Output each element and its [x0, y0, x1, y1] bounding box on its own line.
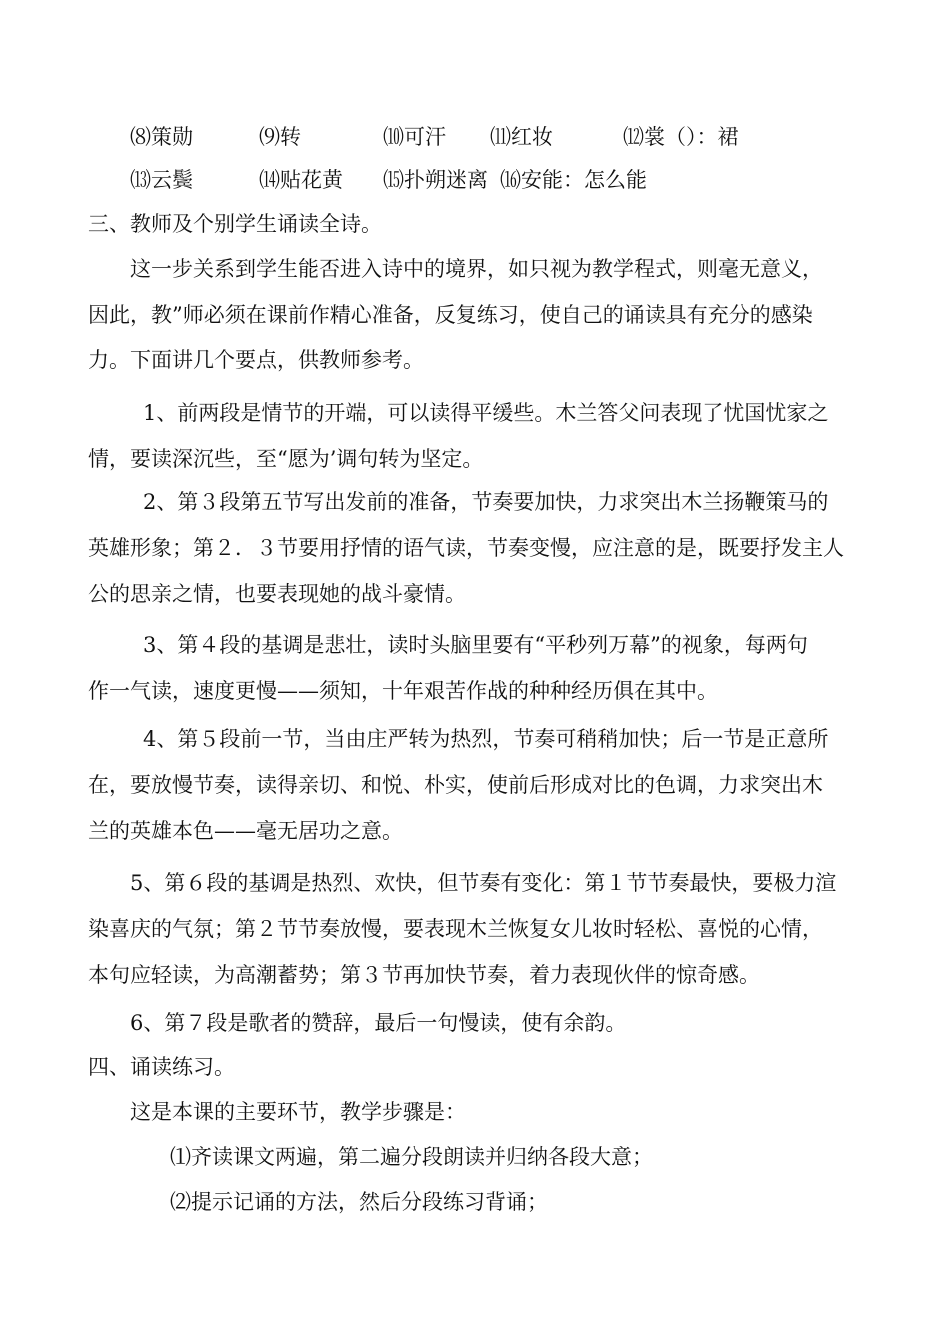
vocab-item: ⒃安能：怎么能 [500, 168, 647, 192]
step-item: ⑴齐读课文两遍，第二遍分段朗读并归纳各段大意； [170, 1145, 653, 1169]
paragraph-line: 情，要读深沉些，至“愿为’调句转为坚定。 [88, 447, 484, 471]
vocab-item: ⑼转 [259, 125, 301, 149]
paragraph-line: 英雄形象；第２．３节要用抒情的语气读，节奏变慢，应注意的是，既要抒发主人 [88, 536, 844, 560]
paragraph-line: 4、第５段前一节，当由庄严转为热烈，节奏可稍稍加快；后一节是正意所 [143, 727, 829, 751]
paragraph-line: 6、第７段是歌者的赞辞，最后一句慢读，使有余韵。 [130, 1011, 627, 1035]
paragraph-line: 这是本课的主要环节，教学步骤是： [130, 1100, 466, 1124]
paragraph-line: 本句应轻读，为高潮蓄势；第３节再加快节奏，着力表现伙伴的惊奇感。 [88, 963, 760, 987]
paragraph-line: 作一气读，速度更慢——须知，十年艰苦作战的种种经历俱在其中。 [88, 679, 718, 703]
vocab-item: ⑻策勋 [130, 125, 193, 149]
paragraph-line: 因此，教”师必须在课前作精心准备，反复练习，使自己的诵读具有充分的感染 [88, 303, 813, 327]
step-item: ⑵提示记诵的方法，然后分段练习背诵； [170, 1190, 548, 1214]
vocab-item: ⑽可汗 [383, 125, 446, 149]
vocab-item: ⑿裳（）：裙 [623, 125, 739, 149]
vocab-item: ⒀云鬓 [130, 168, 193, 192]
paragraph-line: 兰的英雄本色——毫无居功之意。 [88, 819, 403, 843]
paragraph-line: 这一步关系到学生能否进入诗中的境界，如只视为教学程式，则毫无意义， [130, 257, 823, 281]
paragraph-line: 2、第３段第五节写出发前的准备，节奏要加快，力求突出木兰扬鞭策马的 [143, 490, 829, 514]
vocab-item: ⑾红妆 [490, 125, 553, 149]
paragraph-line: 在，要放慢节奏，读得亲切、和悦、朴实，使前后形成对比的色调，力求突出木 [88, 773, 823, 797]
vocab-item: ⒁贴花黄 [259, 168, 343, 192]
paragraph-line: 公的思亲之情，也要表现她的战斗豪情。 [88, 582, 466, 606]
vocab-item: ⒂扑朔迷离 [383, 168, 488, 192]
paragraph-line: 3、第４段的基调是悲壮，读时头脑里要有“平秒列万幕”的视象，每两句 [143, 633, 808, 657]
paragraph-line: 力。下面讲几个要点，供教师参考。 [88, 348, 424, 372]
paragraph-line: 染喜庆的气氛；第２节节奏放慢，要表现木兰恢复女儿妆时轻松、喜悦的心情， [88, 917, 823, 941]
section-heading: 四、诵读练习。 [88, 1055, 235, 1079]
section-heading: 三、教师及个别学生诵读全诗。 [88, 212, 382, 236]
paragraph-line: 1、前两段是情节的开端，可以读得平缓些。木兰答父问表现了忧国忧家之 [143, 401, 829, 425]
paragraph-line: 5、第６段的基调是热烈、欢快，但节奏有变化：第１节节奏最快，要极力渲 [130, 871, 837, 895]
